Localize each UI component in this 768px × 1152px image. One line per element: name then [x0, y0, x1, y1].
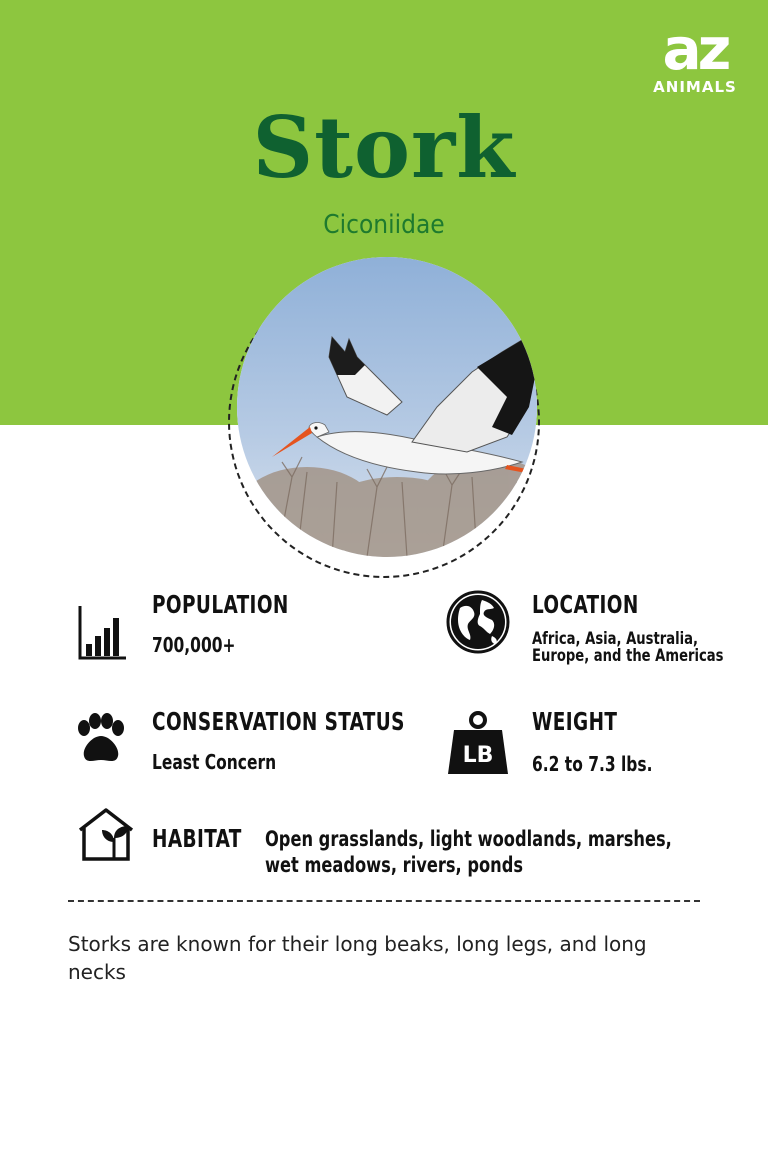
population-value: 700,000+: [152, 633, 236, 657]
population-label: POPULATION: [152, 590, 289, 619]
page-title: Stork: [252, 98, 516, 197]
stork-photo: [237, 257, 537, 557]
location-value: Africa, Asia, Australia, Europe, and the Americas: [532, 629, 724, 666]
globe-icon: [446, 590, 510, 654]
conservation-status-label: CONSERVATION STATUS: [152, 707, 405, 736]
fun-fact: Storks are known for their long beaks, long legs, and long necks: [68, 932, 647, 984]
logo-subtext: ANIMALS: [653, 78, 737, 96]
location-label: LOCATION: [532, 590, 639, 619]
habitat-label: HABITAT: [152, 824, 242, 853]
conservation-status-value: Least Concern: [152, 750, 277, 774]
paw-icon: [72, 712, 128, 768]
weight-label: WEIGHT: [532, 707, 618, 736]
section-divider: [68, 900, 700, 902]
weight-value: 6.2 to 7.3 lbs.: [532, 752, 653, 776]
weight-lb-icon: [446, 710, 510, 776]
svg-text:LB: LB: [462, 743, 494, 768]
az-animals-logo[interactable]: [640, 15, 750, 96]
bar-chart-icon: [78, 604, 128, 660]
house-plant-icon: [76, 806, 136, 862]
habitat-value: Open grasslands, light woodlands, marshes, wet meadows, rivers, ponds: [265, 827, 672, 877]
logo-mark: az: [662, 15, 728, 83]
scientific-name: Ciconiidae: [323, 210, 445, 240]
